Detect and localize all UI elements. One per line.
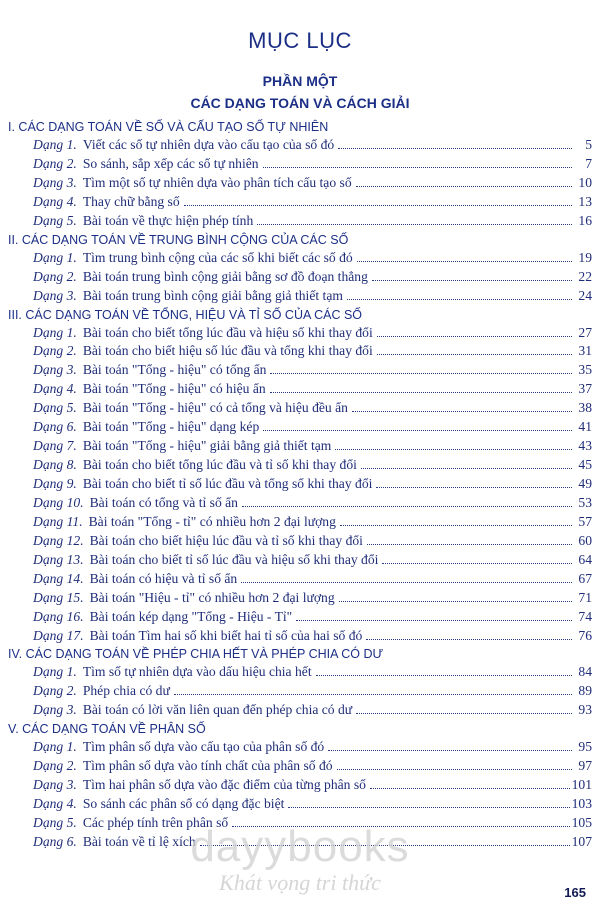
entry-page-number: 67: [578, 570, 592, 586]
leader-dots: [242, 506, 572, 507]
entry-page-number: 93: [578, 702, 592, 718]
leader-dots: [241, 582, 572, 583]
entry-text: Bài toán "Tổng - hiệu" dạng kép: [82, 419, 260, 435]
entry-page-number: 24: [578, 287, 592, 303]
toc-entry[interactable]: [8, 833, 592, 852]
section-title: III. CÁC DẠNG TOÁN VỀ TỔNG, HIỆU VÀ TỈ SỐ CỦA CÁC SỐ: [8, 307, 363, 322]
entry-label: Dạng 5.: [33, 815, 77, 830]
entry-page-number: 107: [571, 833, 592, 849]
entry-page-number: 38: [578, 400, 592, 416]
leader-dots: [339, 601, 572, 602]
leader-dots: [357, 261, 572, 262]
entry-label: Dạng 1.: [33, 249, 77, 265]
entry-text: Bài toán cho biết tỉ số lúc đầu và tổng số khi thay đổi: [82, 476, 373, 491]
section-title: IV. CÁC DẠNG TOÁN VỀ PHÉP CHIA HẾT VÀ PHÉP CHIA CÓ DƯ: [8, 647, 384, 662]
toc-entry[interactable]: [8, 551, 592, 570]
watermark-tagline: Khát vọng tri thức: [219, 870, 381, 895]
entry-page-number: 10: [578, 174, 592, 190]
entry-label: Dạng 6.: [33, 419, 77, 435]
leader-dots: [270, 392, 572, 393]
entry-text: Bài toán cho biết tổng lúc đầu và tỉ số khi thay đổi: [82, 457, 357, 473]
leader-dots: [232, 826, 569, 827]
entry-page-number: 84: [578, 664, 592, 680]
entry-page-number: 101: [571, 777, 592, 793]
toc-entry[interactable]: [8, 418, 592, 437]
entry-label: Dạng 1.: [33, 324, 77, 340]
entry-page-number: 71: [578, 589, 592, 605]
entry-page-number: 103: [571, 796, 592, 812]
toc-entry[interactable]: [8, 570, 592, 589]
entry-page-number: 19: [578, 249, 592, 265]
entry-text: Các phép tính trên phân số: [82, 815, 229, 830]
toc-entry[interactable]: [8, 513, 592, 532]
toc-entry[interactable]: [8, 814, 592, 833]
entry-text: Tìm phân số dựa vào tính chất của phân số đó: [82, 758, 333, 774]
toc-entry[interactable]: [8, 494, 592, 513]
leader-dots: [263, 167, 572, 168]
leader-dots: [316, 675, 572, 676]
toc-entry[interactable]: [8, 795, 592, 814]
entry-text: Bài toán "Tổng - hiệu" có hiệu ẩn: [82, 381, 266, 397]
entry-text: Bài toán có hiệu và tỉ số ẩn: [89, 570, 238, 586]
entry-label: Dạng 13.: [33, 551, 84, 567]
entry-label: Dạng 2.: [33, 683, 77, 699]
section-title: V. CÁC DẠNG TOÁN VỀ PHÂN SỐ: [8, 722, 206, 737]
toc-entry[interactable]: [8, 701, 592, 720]
entry-label: Dạng 15.: [33, 589, 84, 605]
toc-entry[interactable]: [8, 627, 592, 646]
part-subtitle: CÁC DẠNG TOÁN VÀ CÁCH GIẢI: [190, 95, 410, 111]
entry-page-number: 105: [571, 815, 592, 830]
leader-dots: [337, 769, 572, 770]
leader-dots: [356, 713, 572, 714]
toc-entry[interactable]: [8, 380, 592, 399]
entry-text: Tìm một số tự nhiên dựa vào phân tích cấu tạo số: [82, 174, 352, 190]
toc-entry[interactable]: [8, 249, 592, 268]
leader-dots: [338, 148, 572, 149]
entry-label: Dạng 3.: [33, 287, 77, 303]
entry-label: Dạng 3.: [33, 702, 77, 718]
entry-page-number: 41: [578, 419, 592, 435]
entry-text: Bài toán có lời văn liên quan đến phép chia có dư: [82, 702, 353, 718]
toc-entry[interactable]: [8, 475, 592, 494]
leader-dots: [296, 620, 572, 621]
entry-page-number: 74: [578, 608, 592, 624]
entry-label: Dạng 2.: [33, 758, 77, 774]
entry-label: Dạng 8.: [33, 457, 77, 473]
entry-text: Bài toán "Tổng - hiệu" giải bằng giả thiết tạm: [82, 438, 332, 454]
leader-dots: [200, 845, 570, 846]
entry-label: Dạng 11.: [33, 513, 83, 529]
entry-text: Bài toán "Tổng - hiệu" có tổng ẩn: [82, 362, 267, 378]
page-number: 165: [564, 885, 586, 900]
leader-dots: [347, 299, 572, 300]
section-title: II. CÁC DẠNG TOÁN VỀ TRUNG BÌNH CỘNG CỦA CÁC SỐ: [8, 232, 349, 247]
watermark-brand: dayybooks: [190, 822, 410, 871]
toc-entry[interactable]: [8, 589, 592, 608]
entry-label: Dạng 4.: [33, 796, 77, 812]
entry-label: Dạng 3.: [33, 174, 77, 190]
entry-page-number: 49: [578, 476, 592, 491]
leader-dots: [263, 430, 572, 431]
part-title: PHẦN MỘT: [262, 73, 338, 89]
toc-entry[interactable]: [8, 287, 592, 306]
leader-dots: [352, 411, 572, 412]
entry-page-number: 57: [578, 513, 592, 529]
leader-dots: [372, 280, 572, 281]
entry-text: Tìm trung bình cộng của các số khi biết các số đó: [82, 249, 353, 265]
toc-entry[interactable]: [8, 437, 592, 456]
entry-text: Bài toán có tổng và tỉ số ẩn: [89, 494, 238, 510]
toc-entry[interactable]: [8, 776, 592, 795]
entry-label: Dạng 9.: [33, 476, 77, 491]
leader-dots: [382, 563, 572, 564]
leader-dots: [366, 639, 572, 640]
toc-entry[interactable]: [8, 324, 592, 343]
toc-entry[interactable]: [8, 682, 592, 701]
entry-text: Tìm số tự nhiên dựa vào dấu hiệu chia hết: [82, 664, 312, 680]
entry-page-number: 37: [578, 381, 592, 397]
entry-label: Dạng 4.: [33, 193, 77, 209]
table-of-contents: [8, 118, 592, 852]
toc-entry[interactable]: [8, 757, 592, 776]
entry-label: Dạng 3.: [33, 362, 77, 378]
entry-label: Dạng 16.: [33, 608, 84, 624]
entry-label: Dạng 5.: [33, 212, 77, 228]
entry-label: Dạng 10.: [33, 494, 84, 510]
leader-dots: [288, 807, 569, 808]
entry-label: Dạng 2.: [33, 268, 77, 284]
toc-entry[interactable]: [8, 193, 592, 212]
leader-dots: [377, 336, 572, 337]
entry-text: Bài toán "Tổng - tỉ" có nhiều hơn 2 đại lượng: [88, 513, 336, 529]
entry-page-number: 13: [578, 193, 592, 209]
entry-label: Dạng 4.: [33, 381, 77, 397]
entry-label: Dạng 1.: [33, 137, 77, 152]
entry-label: Dạng 12.: [33, 532, 84, 548]
entry-text: Tìm phân số dựa vào cấu tạo của phân số đó: [82, 739, 325, 755]
toc-entry[interactable]: [8, 663, 592, 682]
leader-dots: [367, 544, 572, 545]
leader-dots: [376, 487, 572, 488]
entry-text: Bài toán "Tổng - hiệu" có cả tổng và hiệu đều ẩn: [82, 400, 348, 416]
entry-text: Thay chữ bằng số: [82, 193, 180, 209]
toc-entry[interactable]: [8, 399, 592, 418]
entry-label: Dạng 14.: [33, 570, 84, 586]
entry-label: Dạng 17.: [33, 627, 84, 643]
toc-entry[interactable]: [8, 342, 592, 361]
toc-entry[interactable]: [8, 608, 592, 627]
entry-label: Dạng 2.: [33, 343, 77, 359]
leader-dots: [257, 224, 572, 225]
entry-text: So sánh, sắp xếp các số tự nhiên: [82, 155, 259, 171]
entry-label: Dạng 7.: [33, 438, 77, 454]
entry-page-number: 16: [578, 212, 592, 228]
entry-text: Bài toán cho biết hiệu số lúc đầu và tổng khi thay đổi: [82, 343, 373, 359]
toc-entry[interactable]: [8, 456, 592, 475]
entry-page-number: 76: [578, 627, 592, 643]
entry-page-number: 97: [578, 758, 592, 774]
leader-dots: [377, 354, 572, 355]
entry-page-number: 5: [585, 137, 592, 152]
leader-dots: [370, 788, 570, 789]
entry-text: Bài toán về tỉ lệ xích: [82, 833, 196, 849]
entry-text: Bài toán trung bình cộng giải bằng giả thiết tạm: [82, 287, 343, 303]
entry-page-number: 45: [578, 457, 592, 473]
page-title: MỤC LỤC: [248, 28, 352, 53]
entry-page-number: 89: [578, 683, 592, 699]
leader-dots: [340, 525, 572, 526]
entry-page-number: 95: [578, 739, 592, 755]
toc-entry[interactable]: [8, 268, 592, 287]
leader-dots: [174, 694, 572, 695]
entry-label: Dạng 2.: [33, 155, 77, 171]
entry-text: Bài toán cho biết tỉ số lúc đầu và hiệu số khi thay đổi: [89, 551, 379, 567]
entry-text: Bài toán Tìm hai số khi biết hai tỉ số của hai số đó: [89, 627, 363, 643]
entry-text: Bài toán cho biết tổng lúc đầu và hiệu số khi thay đổi: [82, 324, 373, 340]
entry-page-number: 27: [578, 324, 592, 340]
toc-entry[interactable]: [8, 738, 592, 757]
leader-dots: [361, 468, 572, 469]
leader-dots: [335, 449, 572, 450]
entry-text: Phép chia có dư: [82, 683, 170, 699]
entry-page-number: 31: [578, 343, 592, 359]
entry-text: Bài toán cho biết hiệu lúc đầu và tỉ số khi thay đổi: [89, 532, 363, 548]
entry-text: Tìm hai phân số dựa vào đặc điểm của từng phân số: [82, 777, 366, 793]
entry-text: So sánh các phân số có dạng đặc biệt: [82, 796, 285, 812]
entry-label: Dạng 5.: [33, 400, 77, 416]
leader-dots: [356, 186, 572, 187]
entry-label: Dạng 1.: [33, 739, 77, 755]
leader-dots: [184, 205, 572, 206]
entry-page-number: 53: [578, 494, 592, 510]
entry-text: Bài toán về thực hiện phép tính: [82, 212, 254, 228]
entry-text: Bài toán trung bình cộng giải bằng sơ đồ đoạn thẳng: [82, 268, 368, 284]
entry-text: Bài toán kép dạng "Tổng - Hiệu - Tỉ": [89, 608, 293, 624]
entry-label: Dạng 6.: [33, 833, 77, 849]
entry-page-number: 64: [578, 551, 592, 567]
section-title: I. CÁC DẠNG TOÁN VỀ SỐ VÀ CẤU TẠO SỐ TỰ NHIÊN: [8, 120, 329, 134]
toc-entry[interactable]: [8, 174, 592, 193]
entry-page-number: 60: [578, 532, 592, 548]
toc-entry[interactable]: [8, 361, 592, 380]
entry-label: Dạng 3.: [33, 777, 77, 793]
entry-page-number: 43: [578, 438, 592, 454]
entry-text: Viết các số tự nhiên dựa vào cấu tạo của số đó: [82, 137, 335, 152]
entry-page-number: 35: [578, 362, 592, 378]
leader-dots: [270, 373, 572, 374]
leader-dots: [328, 750, 572, 751]
toc-entry[interactable]: [8, 136, 592, 155]
entry-text: Bài toán "Hiệu - tỉ" có nhiều hơn 2 đại lượng: [89, 589, 335, 605]
toc-entry[interactable]: [8, 212, 592, 231]
toc-entry[interactable]: [8, 532, 592, 551]
entry-page-number: 22: [578, 268, 592, 284]
entry-page-number: 7: [585, 155, 592, 171]
entry-label: Dạng 1.: [33, 664, 77, 680]
toc-entry[interactable]: [8, 155, 592, 174]
